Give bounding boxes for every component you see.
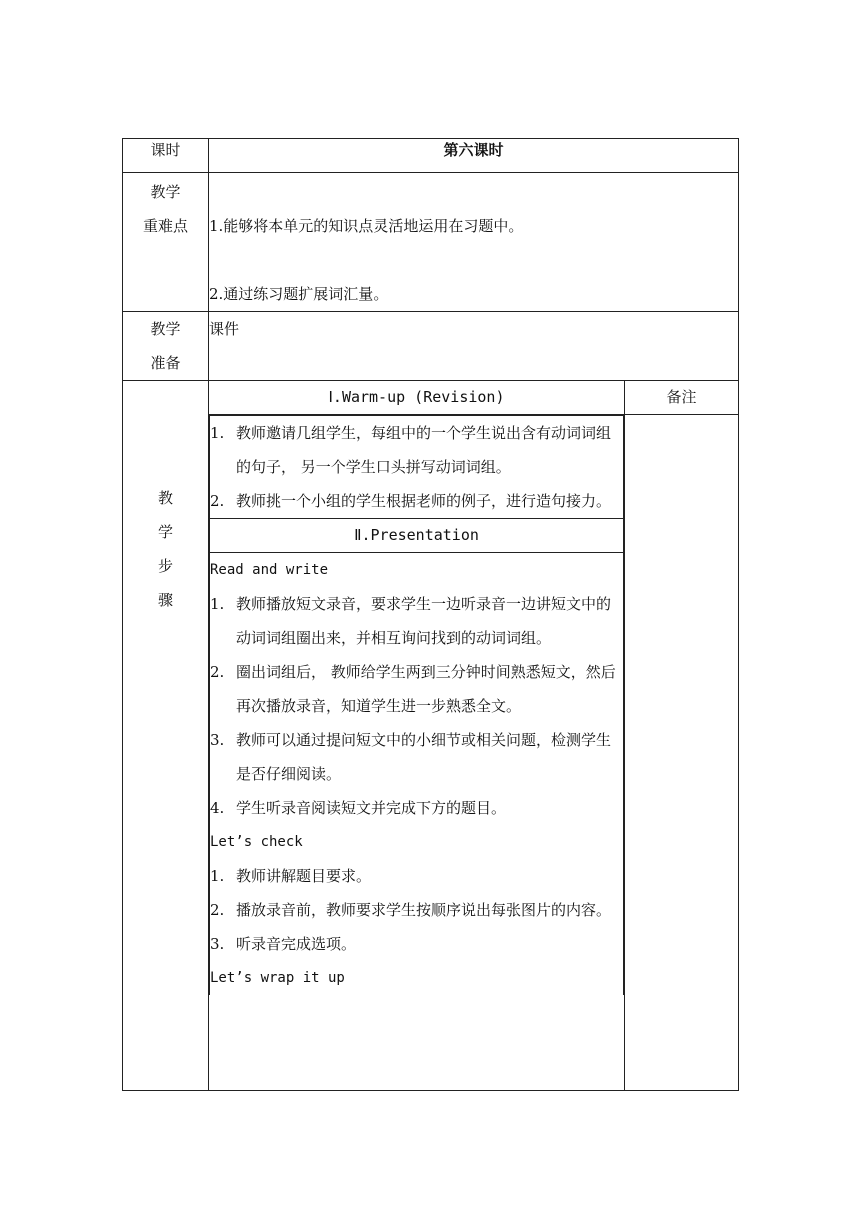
warmup-section <box>210 416 624 519</box>
steps-label-char: 步 <box>157 557 173 575</box>
item-number: 1. <box>210 595 225 613</box>
key-point-item: 1.能够将本单元的知识点灵活地运用在习题中。 <box>209 217 524 235</box>
key-points-content <box>209 173 739 312</box>
steps-label-char: 学 <box>157 523 173 541</box>
lesson-period-label: 课时 <box>123 139 209 173</box>
item-number: 1. <box>210 424 225 442</box>
list-item <box>210 484 623 518</box>
item-number: 3. <box>210 731 225 749</box>
item-text: 教师挑一个小组的学生根据老师的例子，进行造句接力。 <box>236 492 612 510</box>
item-number: 3. <box>210 935 225 953</box>
notes-cell <box>625 415 739 1091</box>
steps-label-stack <box>123 381 208 617</box>
steps-label-char: 教 <box>157 489 173 507</box>
steps-body-row <box>123 415 739 1091</box>
item-number: 2. <box>210 901 225 919</box>
list-item <box>210 893 623 927</box>
item-text: 圈出词组后， 教师给学生两到三分钟时间熟悉短文，然后再次播放录音，知道学生进一步熟悉全文。 <box>236 663 616 715</box>
item-text: 学生听录音阅读短文并完成下方的题目。 <box>236 799 507 817</box>
key-points-label <box>123 173 209 312</box>
preparation-label <box>123 312 209 381</box>
preparation-value: 课件 <box>209 312 739 381</box>
lesson-period-row <box>123 139 739 173</box>
item-number: 2. <box>210 492 225 510</box>
item-text: 教师播放短文录音，要求学生一边听录音一边讲短文中的动词词组圈出来，并相互询问找到的动词词组。 <box>236 595 612 647</box>
key-points-row <box>123 173 739 312</box>
list-item <box>210 723 623 791</box>
item-text: 听录音完成选项。 <box>236 935 357 953</box>
steps-label <box>123 381 209 1091</box>
presentation-title: Ⅱ.Presentation <box>210 519 624 553</box>
list-item <box>210 416 623 484</box>
list-item <box>210 859 623 893</box>
read-write-title: Read and write <box>210 562 329 578</box>
item-text: 教师可以通过提问短文中的小细节或相关问题，检测学生是否仔细阅读。 <box>236 731 612 783</box>
steps-content <box>209 415 625 1091</box>
list-item <box>210 655 623 723</box>
notes-header: 备注 <box>625 381 739 415</box>
warmup-title: Ⅰ.Warm-up (Revision) <box>209 381 625 415</box>
item-text: 播放录音前，教师要求学生按顺序说出每张图片的内容。 <box>236 901 612 919</box>
preparation-label-line2: 准备 <box>150 354 181 372</box>
key-points-label-line1: 教学 <box>150 183 181 201</box>
preparation-row <box>123 312 739 381</box>
preparation-label-line1: 教学 <box>150 320 181 338</box>
presentation-section <box>210 553 624 996</box>
wrap-title: Let’s wrap it up <box>210 970 345 986</box>
list-item <box>210 791 623 825</box>
item-text: 教师邀请几组学生，每组中的一个学生说出含有动词词组的句子， 另一个学生口头拼写动词词组。 <box>236 424 612 476</box>
lesson-plan-table <box>122 138 739 1091</box>
check-title: Let’s check <box>210 834 303 850</box>
item-number: 1. <box>210 867 225 885</box>
list-item <box>210 587 623 655</box>
list-item <box>210 927 623 961</box>
key-points-label-line2: 重难点 <box>142 217 188 235</box>
steps-header-row <box>123 381 739 415</box>
steps-nested-table <box>209 415 624 995</box>
lesson-period-value: 第六课时 <box>209 139 739 173</box>
key-point-item: 2.通过练习题扩展词汇量。 <box>209 285 389 303</box>
steps-label-char: 骤 <box>157 591 173 609</box>
item-number: 4. <box>210 799 225 817</box>
item-text: 教师讲解题目要求。 <box>236 867 372 885</box>
item-number: 2. <box>210 663 225 681</box>
